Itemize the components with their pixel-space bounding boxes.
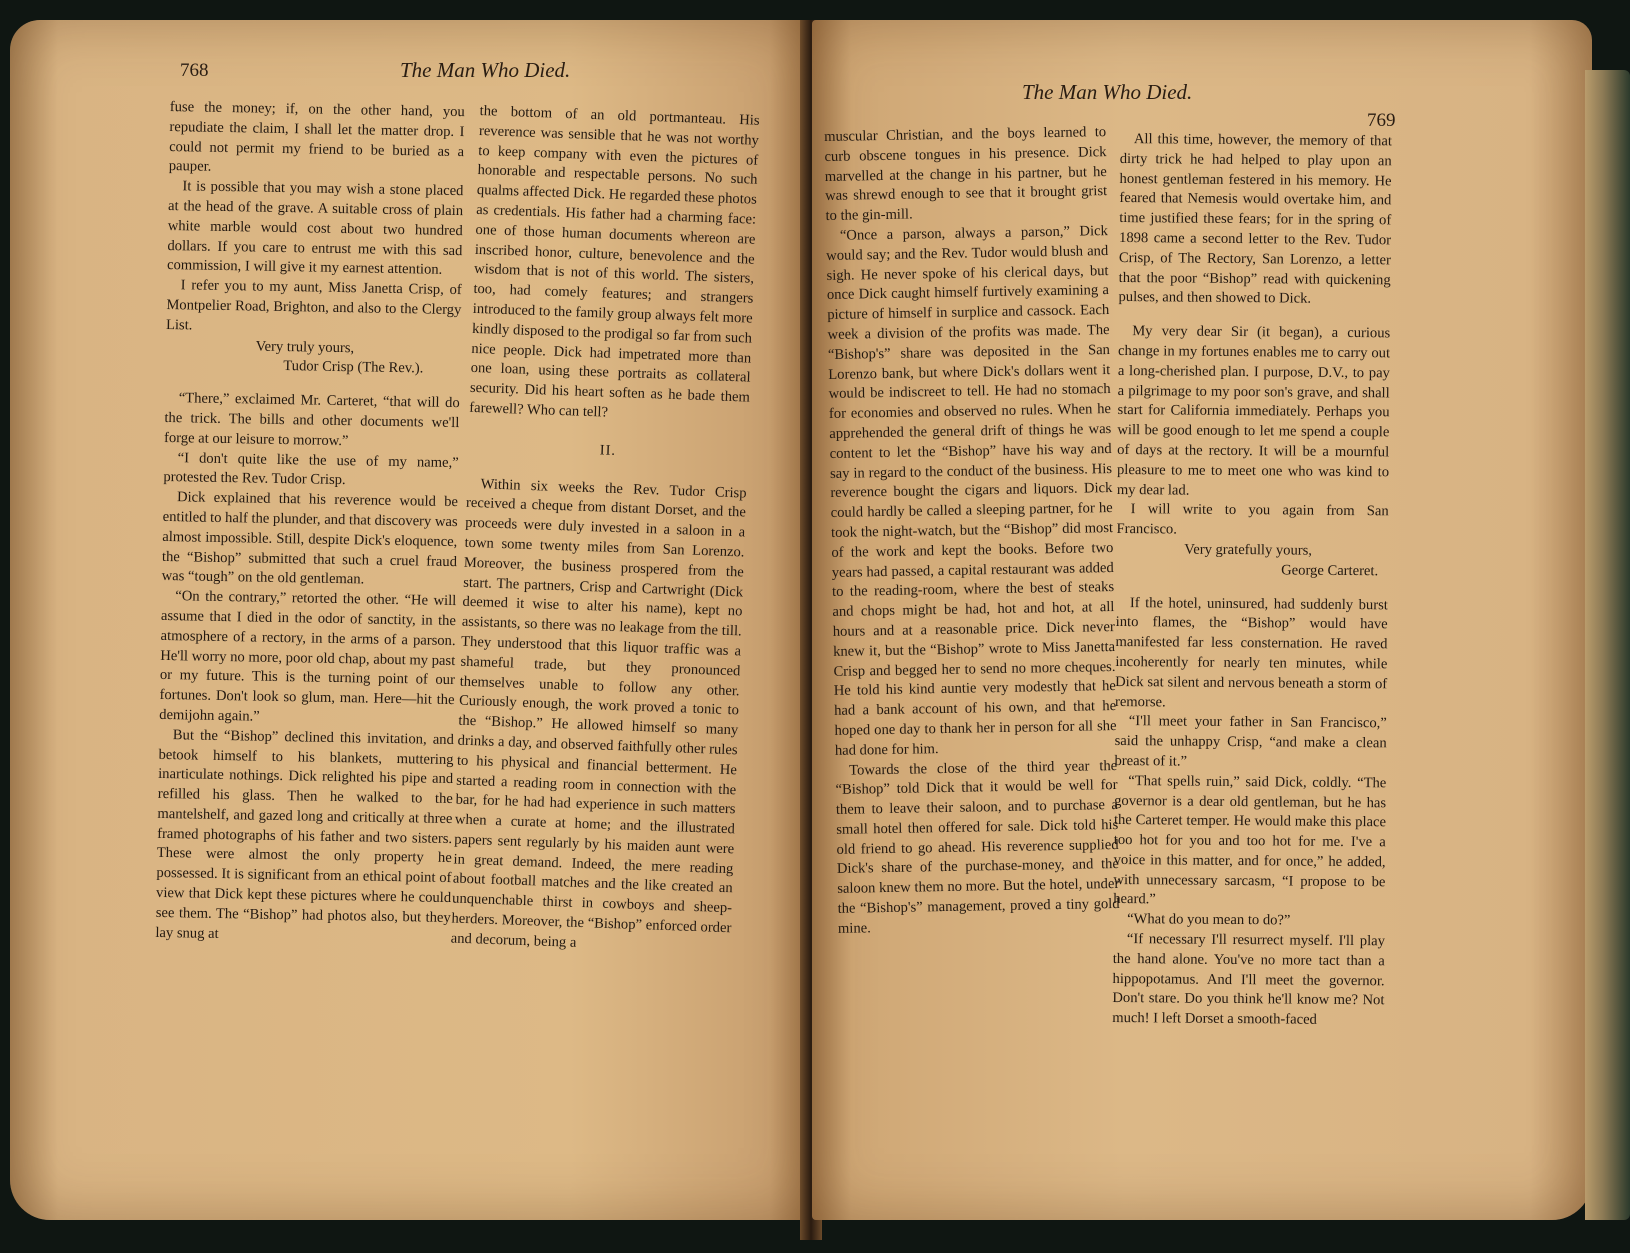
letter-signature: George Carteret. <box>1281 562 1379 580</box>
right-column-2 <box>1112 130 1392 1031</box>
paragraph: “I don't quite like the use of my name,” protested the Rev. Tudor Crisp. <box>163 449 459 489</box>
paragraph: “What do you mean to do?” <box>1127 911 1291 929</box>
letter-signature: Tudor Crisp (The Rev.). <box>283 358 424 377</box>
paragraph: “That spells ruin,” said Dick, coldly. “The governor is a dear old gentleman, but he has the Carteret temper. He would make this place too hot for you and too hot for me. I've a voice in this matter, and for once,” he added, with unnecessary sarcasm, “I propose to be heard.” <box>1113 772 1387 908</box>
paragraph: “On the contrary,” retorted the other. “He will assume that I died in the odor of sanctity, in the atmosphere of a rectory, in the arms of a parson. He'll worry no more, poor old chap, about my past or my future. This is the turning point of our fortunes. Don't look so glum, man. Here—hit the demijohn again.” <box>159 588 457 725</box>
paragraph: Within six weeks the Rev. Tudor Crisp received a cheque from distant Dorset, and the proceeds were duly invested in a saloon in a town some twenty miles from San Lorenzo. Moreover, the business prospered from the start. The partners, Crisp and Cartwright (Dick deemed it wise to alter his name), kept no assistants, so there was no leakage from the till. They understood that this liquor traffic was a shameful trade, but they pronounced themselves unable to follow any other. Curiously enough, the work proved a tonic to the “Bishop.” He allowed himself so many drinks a day, and observed faithfully other rules to his physical and financial betterment. He started a reading room in connection with the bar, for he had had experience in such matters when a curate at home; and the illustrated papers sent regularly by his maiden aunt were in great demand. Indeed, the mere reading about football matches and the like created an unquenchable thirst in cowboys and sheep-herders. Moreover, the “Bishop” enforced order and decorum, being a <box>450 475 747 951</box>
page-number-left: 768 <box>180 60 209 81</box>
left-page <box>10 20 810 1220</box>
running-title-left: The Man Who Died. <box>400 58 571 82</box>
section-heading: II. <box>599 442 617 459</box>
paragraph: I refer you to my aunt, Miss Janetta Crisp, of Montpelier Road, Brighton, and also to the Clergy List. <box>165 277 462 334</box>
paragraph: But the “Bishop” declined this invitation, and betook himself to his blankets, muttering inarticulate nothings. Dick relighted his pipe and refilled his glass. Then he walked to the mantelshelf, and gazed long and critically at three framed photographs of his father and two sisters. These were almost the only property he possessed. It is significant from an ethical point of view that Dick kept these pictures where he could see them. The “Bishop” had photos also, but they lay snug at <box>155 726 454 942</box>
paragraph: muscular Christian, and the boys learned to curb obscene tongues in his presence. Dick marvelled at the change in his partner, but he was shrewd enough to see that it brought grist to the gin-mill. <box>824 124 1108 225</box>
paragraph: “I'll meet your father in San Francisco,” said the unhappy Crisp, “and make a clean breast of it.” <box>1114 713 1387 770</box>
paragraph: Dick explained that his reverence would be entitled to half the plunder, and that discovery was almost impossible. Still, despite Dick's eloquence, the “Bishop” submitted that such a cruel fraud was “tough” on the old gentleman. <box>161 489 459 588</box>
paragraph: “There,” exclaimed Mr. Carteret, “that will do the trick. The bills and other documents we'll forge at our leisure to morrow.” <box>163 390 460 449</box>
left-column-1 <box>155 98 465 948</box>
paragraph: If the hotel, uninsured, had suddenly burst into flames, the “Bishop” would have manifested far less consternation. He raved incoherently for nearly ten minutes, while Dick sat silent and nervous beneath a storm of remorse. <box>1114 594 1388 710</box>
letter-closing: Very gratefully yours, <box>1184 541 1313 559</box>
paragraph: All this time, however, the memory of that dirty trick he had helped to play upon an honest gentleman festered in his memory. He feared that Nemesis would overtake him, and time justified these fears; for in the spring of 1898 came a second letter to the Rev. Tudor Crisp, of The Rectory, San Lorenzo, a letter that the poor “Bishop” read with quickening pulses, and then showed to Dick. <box>1118 131 1392 308</box>
paragraph: I will write to you again from San Francisco. <box>1116 501 1389 538</box>
paragraph: Towards the close of the third year the “Bishop” told Dick that it would be well for them to leave their saloon, and to purchase a small hotel then offered for sale. Dick told his old friend to go ahead. His reverence supplied Dick's share of the purchase-money, and the saloon knew them no more. But the hotel, under the “Bishop's” management, proved a tiny gold mine. <box>835 757 1120 937</box>
running-title-right: The Man Who Died. <box>1022 80 1193 104</box>
paragraph: My very dear Sir (it began), a curious change in my fortunes enables me to carry out a long-cherished plan. I purpose, D.V., to pay a pilgrimage to my poor son's grave, and shall start for California immediately. Perhaps you will be good enough to let me spend a couple of days at the rectory. It will be a mournful pleasure to me to meet one who was kind to my dear lad. <box>1116 323 1391 499</box>
paragraph: “Once a parson, always a parson,” Dick would say; and the Rev. Tudor would blush and sigh. He never spoke of his clerical days, but once Dick caught himself furtively examining a picture of himself in surplice and cassock. Each week a division of the profits was made. The “Bishop's” share was deposited in the San Lorenzo bank, but where Dick's dollars went it would be indiscreet to tell. He had no stomach for economies and observed no rules. When he apprehended the general drift of things he was content to let the “Bishop” have his way and say in regard to the conduct of the business. His reverence bought the cigars and liquors. Dick could hardly be called a sleeping partner, for he took the night-watch, but the “Bishop” did most of the work and kept the books. Before two years had passed, a capital restaurant was added to the reading-room, where the best of steaks and chops might be had, hot and hot, at all hours and at a reasonable price. Dick never knew it, but the “Bishop” wrote to Miss Janetta Crisp and begged her to send no more cheques. He told his kind auntie very modestly that he had a bank account of his own, and that he hoped one day to thank her in person for all she had done for him. <box>826 223 1117 759</box>
book-cover-edge <box>1585 70 1630 1220</box>
open-book <box>0 20 1630 1250</box>
paragraph: “If necessary I'll resurrect myself. I'll play the hand alone. You've no more tact than a hippopotamus. And I'll meet the governor. Don't stare. Do you think he'll know me? Not much! I left Dorset a smooth-faced <box>1112 931 1385 1029</box>
page-number-right: 769 <box>1367 110 1396 131</box>
right-column-1 <box>824 123 1120 939</box>
paragraph: the bottom of an old portmanteau. His reverence was sensible that he was not worthy to keep company with even the pictures of honorable and respectable persons. No such qualms affected Dick. He regarded these photos as credentials. His father had a charming face: one of those human documents whereon are inscribed honor, culture, benevolence and the wisdom that is not of this world. The sisters, too, had comely features; and strangers introduced to the family group always felt more kindly disposed to the prodigal so far from such nice people. Dick had impetrated more than one loan, using these portraits as collateral security. Did his heart soften as he bade them farewell? Who can tell? <box>469 102 760 421</box>
left-column-2 <box>450 102 759 959</box>
right-page <box>812 20 1592 1220</box>
paragraph: It is possible that you may wish a stone placed at the head of the grave. A suitable cross of plain white marble would cost about two hundred dollars. If you care to entrust me with this sad commission, I will give it my earnest attention. <box>166 178 464 279</box>
paragraph: fuse the money; if, on the other hand, you repudiate the claim, I shall let the matter drop. I could not permit my friend to be buried as a pauper. <box>168 98 465 176</box>
letter-closing: Very truly yours, <box>255 338 355 356</box>
